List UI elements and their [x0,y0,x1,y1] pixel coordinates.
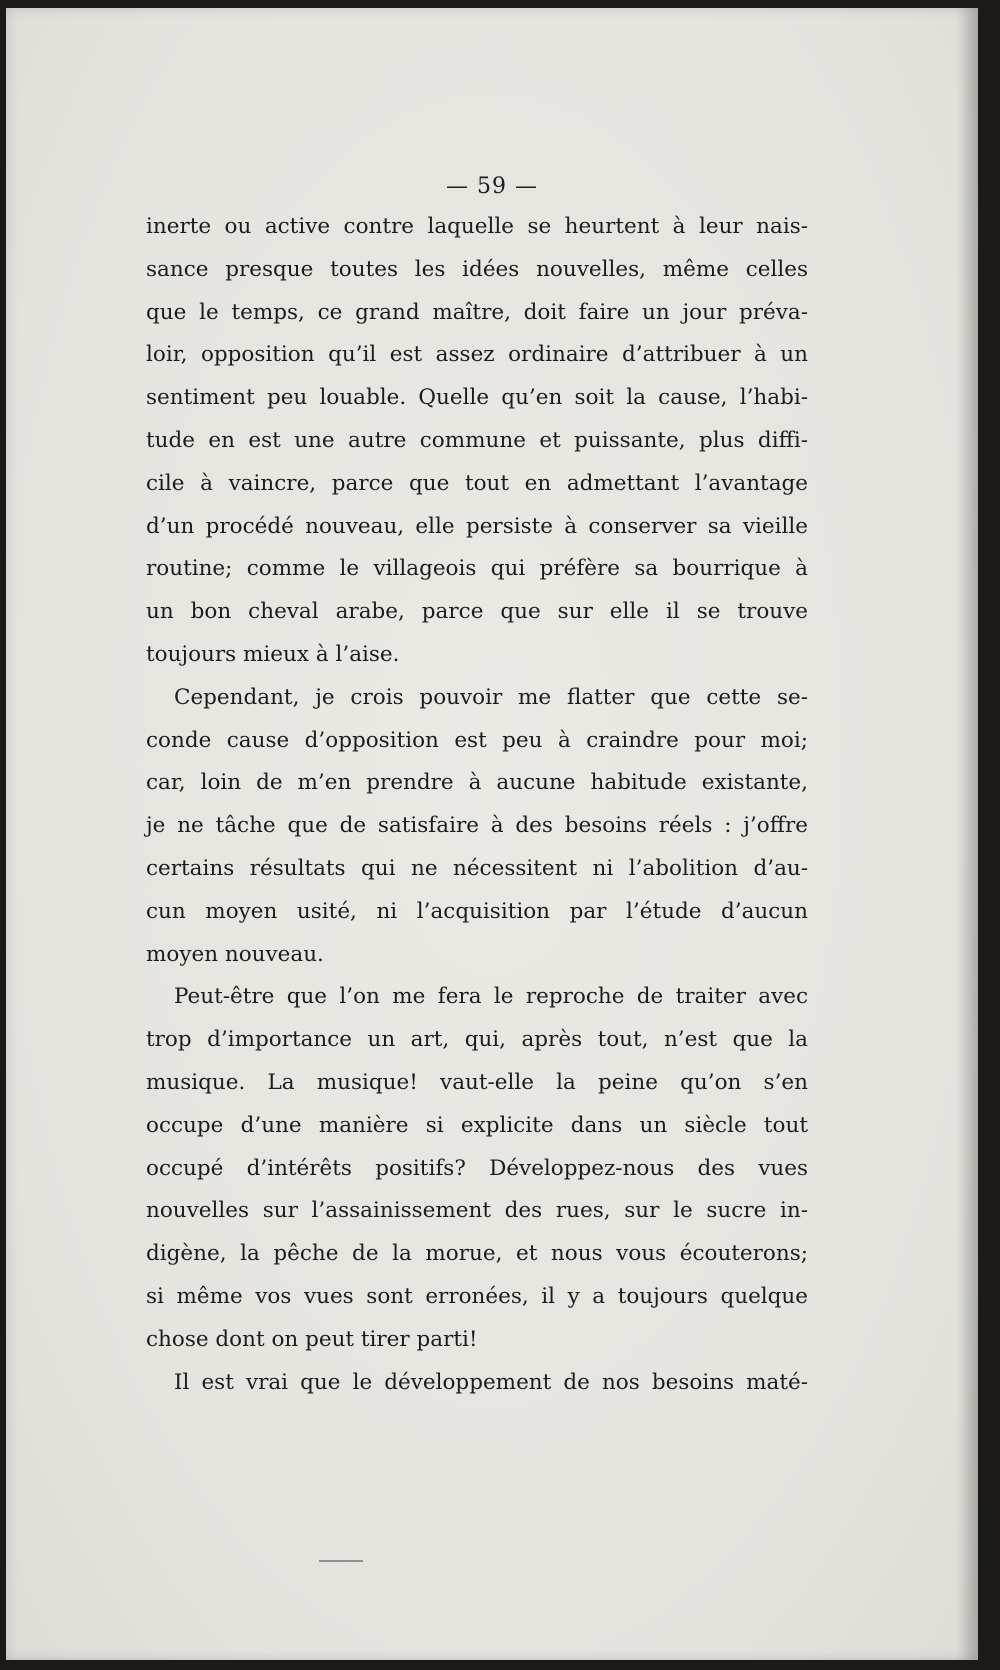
text-line: occupe d’une manière si explicite dans un siècle tout [146,1112,808,1138]
paragraph-last-line: toujours mieux à l’aise. [146,641,400,667]
text-line: musique. La musique! vaut-elle la peine qu’on s’en [146,1069,808,1095]
paragraph-last-line: moyen nouveau. [146,941,324,967]
paragraph-first-line: Peut-être que l’on me fera le reproche de traiter avec [174,984,808,1010]
text-line: routine; comme le villageois qui préfère sa bourrique à [146,556,808,582]
text-line: d’un procédé nouveau, elle persiste à conserver sa vieille [146,513,808,539]
book-page [6,8,978,1660]
text-line: je ne tâche que de satisfaire à des besoins réels : j’offre [146,813,808,839]
text-line: cun moyen usité, ni l’acquisition par l’étude d’aucun [146,898,808,924]
page-edge-shadow [956,8,978,1660]
text-line: si même vos vues sont erronées, il y a toujours quelque [146,1283,808,1309]
text-line: certains résultats qui ne nécessitent ni l’abolition d’au- [146,855,808,881]
text-line: tude en est une autre commune et puissante, plus diffi- [146,427,808,453]
text-line: digène, la pêche de la morue, et nous vous écouterons; [146,1241,808,1267]
text-line: un bon cheval arabe, parce que sur elle il se trouve [146,599,808,625]
text-line: inerte ou active contre laquelle se heurtent à leur nais- [146,214,808,239]
text-line: loir, opposition qu’il est assez ordinaire d’attribuer à un [146,342,808,368]
text-line: conde cause d’opposition est peu à craindre pour moi; [146,727,808,753]
body-text [146,206,808,1404]
text-line: nouvelles sur l’assainissement des rues, sur le sucre in- [146,1198,808,1224]
footer-rule [319,1560,363,1562]
paragraph-last-line: chose dont on peut tirer parti! [146,1326,478,1352]
paragraph-first-line: Cependant, je crois pouvoir me flatter que cette se- [174,684,808,710]
text-line: sance presque toutes les idées nouvelles, même celles [146,256,808,282]
text-line: car, loin de m’en prendre à aucune habitude existante, [146,770,808,796]
text-line: occupé d’intérêts positifs? Développez-nous des vues [146,1155,808,1181]
paragraph-first-line: Il est vrai que le développement de nos besoins maté- [174,1369,808,1395]
text-line: trop d’importance un art, qui, après tout, n’est que la [146,1027,808,1053]
text-line: sentiment peu louable. Quelle qu’en soit la cause, l’habi- [146,385,808,411]
text-line: cile à vaincre, parce que tout en admettant l’avantage [146,470,808,496]
page-number: — 59 — [446,174,538,199]
text-line: que le temps, ce grand maître, doit faire un jour préva- [146,299,808,325]
